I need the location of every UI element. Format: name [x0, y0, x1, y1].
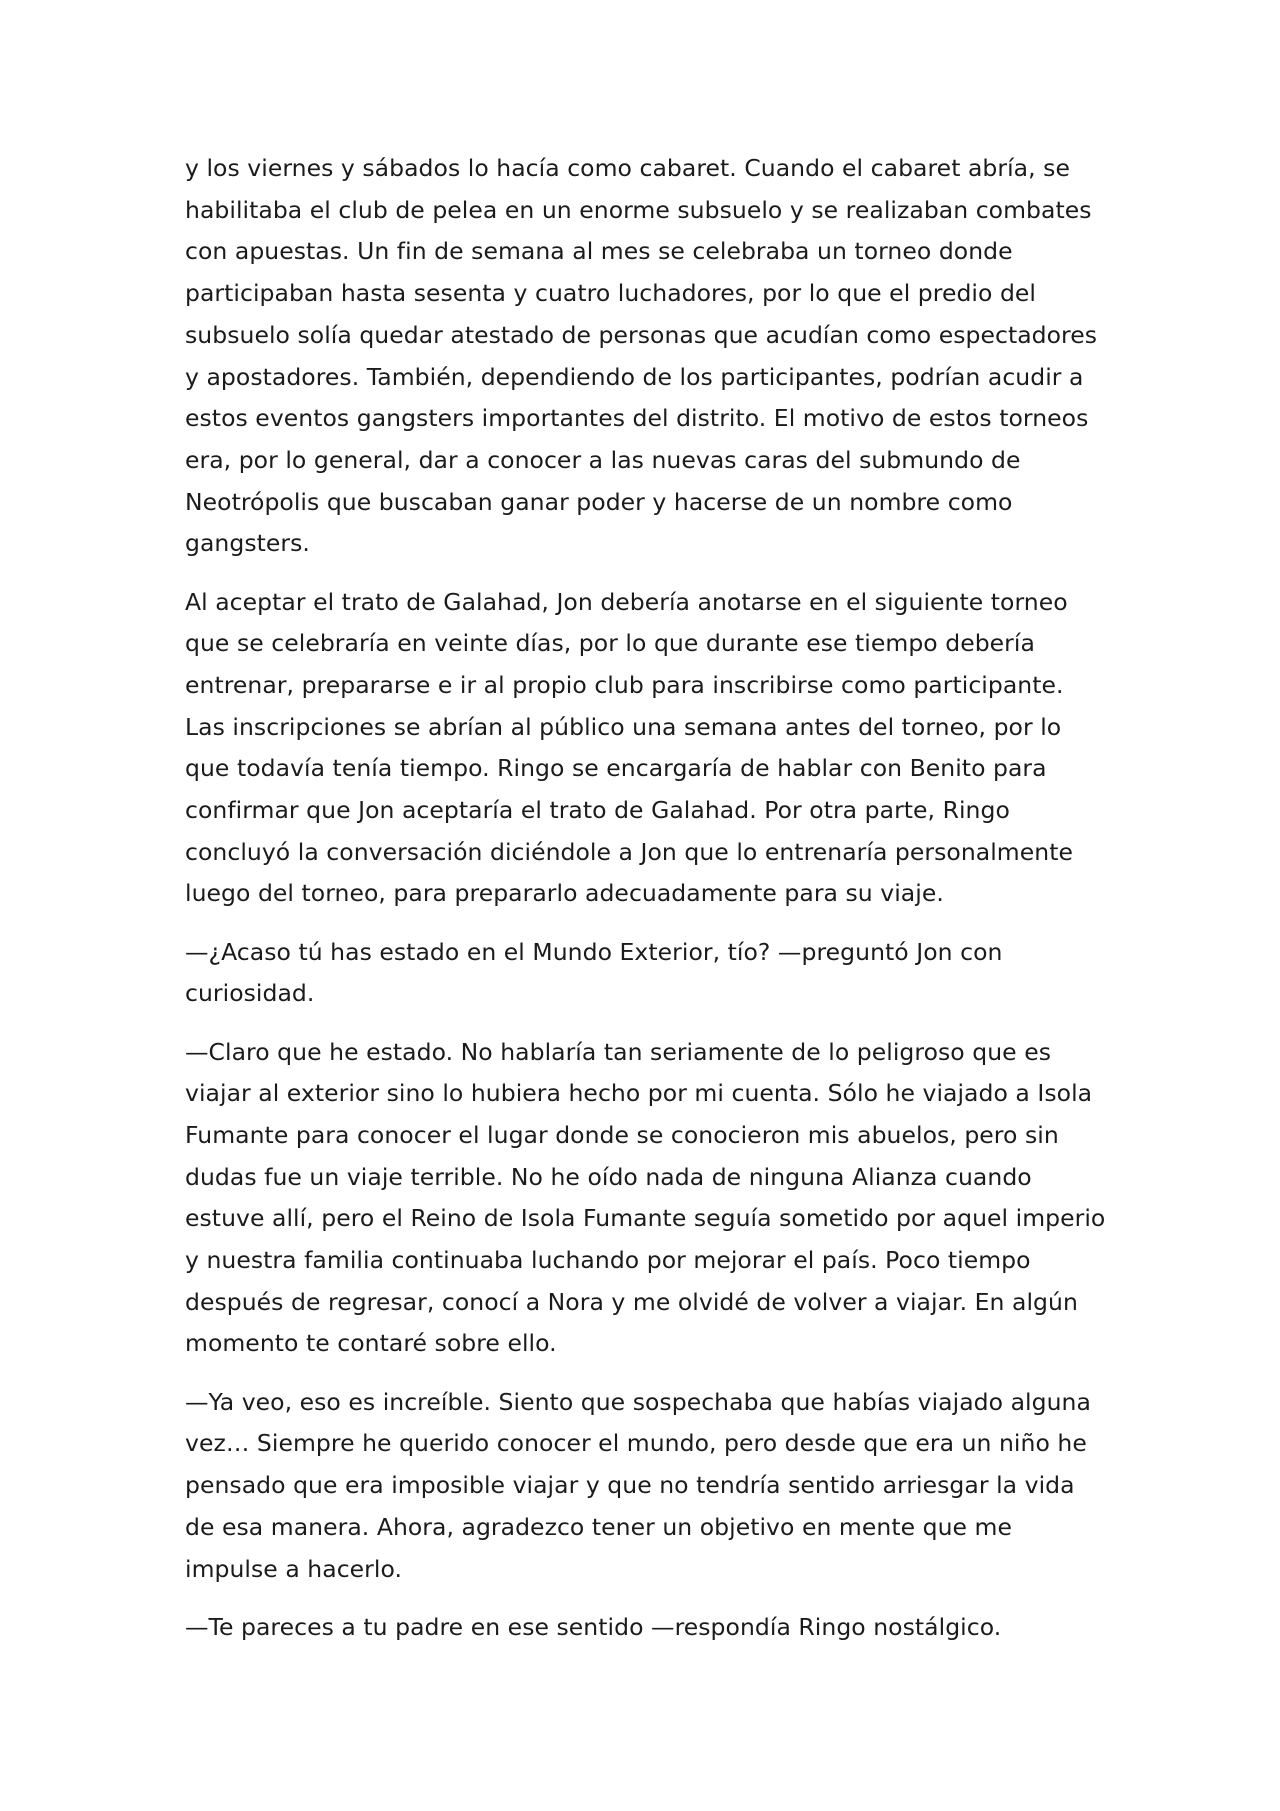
- paragraph-1: y los viernes y sábados lo hacía como cabaret. Cuando el cabaret abría, se habilitaba el club de pelea en un enorme subsuelo y se realizaban combates con apuestas. Un fin de semana al mes se celebraba un torneo donde participaban hasta sesenta y cuatro luchadores, por lo que el predio del subsuelo solía quedar atestado de personas que acudían como espectadores y apostadores. También, dependiendo de los participantes, podrían acudir a estos eventos gangsters importantes del distrito. El motivo de estos torneos era, por lo general, dar a conocer a las nuevas caras del submundo de Neotrópolis que buscaban ganar poder y hacerse de un nombre como gangsters.: [185, 154, 1098, 558]
- paragraph-2: Al aceptar el trato de Galahad, Jon debería anotarse en el siguiente torneo que se celebraría en veinte días, por lo que durante ese tiempo debería entrenar, prepararse e ir al propio club para inscribirse como participante. Las inscripciones se abrían al público una semana antes del torneo, por lo que todavía tenía tiempo. Ringo se encargaría de hablar con Benito para confirmar que Jon aceptaría el trato de Galahad. Por otra parte, Ringo concluyó la conversación diciéndole a Jon que lo entrenaría personalmente luego del torneo, para prepararlo adecuadamente para su viaje.: [185, 587, 1073, 908]
- paragraph-5: —Ya veo, eso es increíble. Siento que sospechaba que habías viajado alguna vez… Siempre he querido conocer el mundo, pero desde que era un niño he pensado que era imposible viajar y que no tendría sentido arriesgar la vida de esa manera. Ahora, agradezco tener un objetivo en mente que me impulse a hacerlo.: [185, 1387, 1091, 1583]
- document-body: [185, 148, 1110, 1665]
- paragraph-4: —Claro que he estado. No hablaría tan seriamente de lo peligroso que es viajar al exterior sino lo hubiera hecho por mi cuenta. Sólo he viajado a Isola Fumante para conocer el lugar donde se conocieron mis abuelos, pero sin dudas fue un viaje terrible. No he oído nada de ninguna Alianza cuando estuve allí, pero el Reino de Isola Fumante seguía sometido por aquel imperio y nuestra familia continuaba luchando por mejorar el país. Poco tiempo después de regresar, conocí a Nora y me olvidé de volver a viajar. En algún momento te contaré sobre ello.: [185, 1037, 1106, 1358]
- paragraph-6: —Te pareces a tu padre en ese sentido —respondía Ringo nostálgico.: [185, 1612, 1002, 1641]
- paragraph-3: —¿Acaso tú has estado en el Mundo Exterior, tío? —preguntó Jon con curiosidad.: [185, 937, 1003, 1008]
